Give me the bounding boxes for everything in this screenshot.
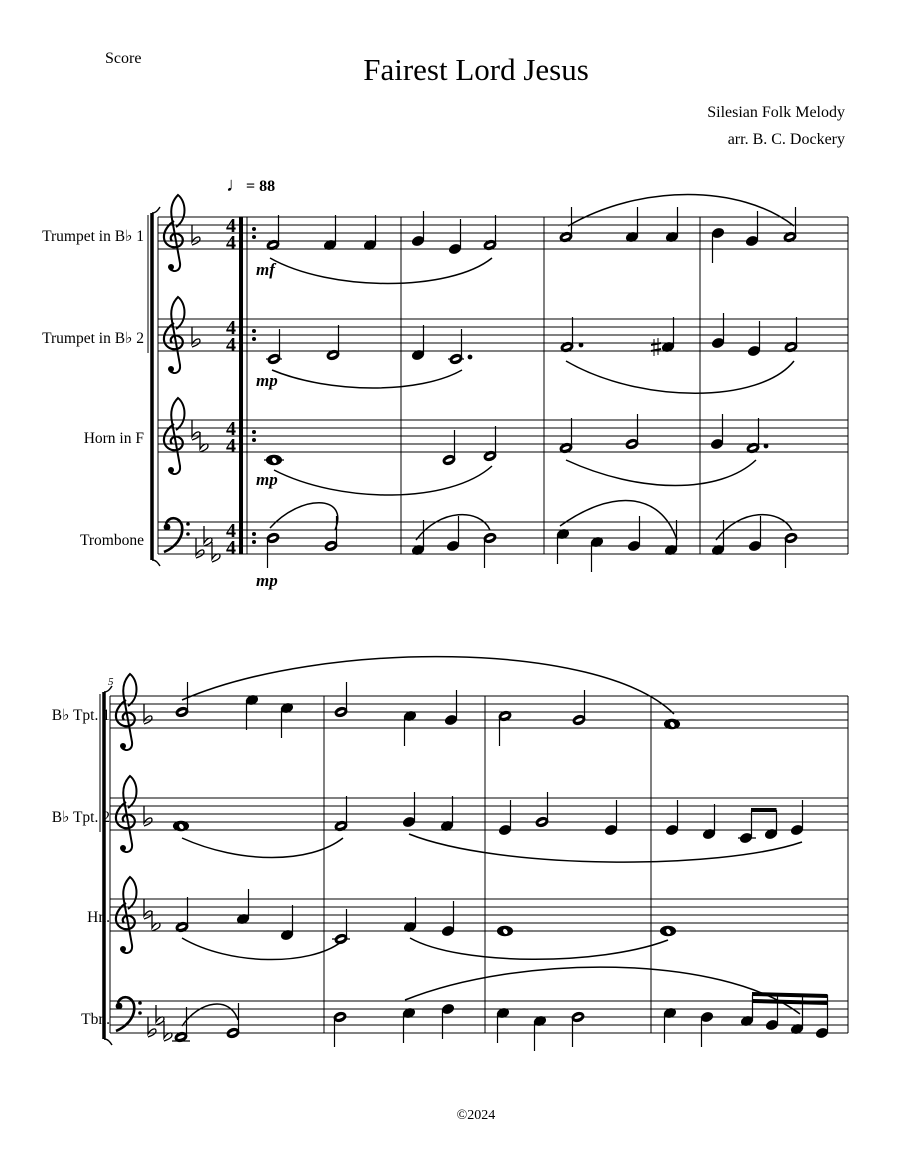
tempo-value: = 88: [246, 178, 276, 195]
instrument-label-trombone: Trombone: [79, 532, 144, 549]
svg-text:4: 4: [226, 435, 236, 457]
svg-text:4: 4: [226, 418, 236, 440]
svg-text:4: 4: [226, 317, 236, 339]
instrument-label-trumpet-1: Trumpet in B♭ 1: [42, 228, 144, 245]
instrument-label-horn-short: Hn.: [87, 909, 110, 926]
svg-text:4: 4: [226, 537, 236, 559]
system-2: [100, 657, 848, 1051]
arranger-credit: arr. B. C. Dockery: [727, 131, 845, 148]
copyright-footer: ©2024: [456, 1108, 496, 1123]
system-1: [148, 195, 848, 591]
score-label: Score: [105, 50, 142, 67]
measure-number: 5: [108, 676, 114, 688]
svg-text:4: 4: [226, 334, 236, 356]
instrument-label-horn: Horn in F: [83, 430, 144, 447]
sharp-icon: [651, 338, 661, 356]
svg-text:4: 4: [226, 232, 236, 254]
dynamic-mf: mf: [256, 260, 275, 279]
composer-credit: Silesian Folk Melody: [707, 104, 845, 121]
dynamic-mp-trombone: mp: [256, 571, 278, 590]
page-title: Fairest Lord Jesus: [363, 52, 589, 87]
svg-text:4: 4: [226, 520, 236, 542]
svg-text:4: 4: [226, 215, 236, 237]
instrument-label-trumpet-2-short: B♭ Tpt. 2: [51, 809, 110, 826]
quarter-note-icon: ♩: [226, 174, 246, 196]
dynamic-mp-horn: mp: [256, 470, 278, 489]
instrument-label-trumpet-2: Trumpet in B♭ 2: [42, 330, 144, 347]
dynamic-mp-trumpet-2: mp: [256, 371, 278, 390]
instrument-label-trombone-short: Tbn.: [81, 1011, 110, 1028]
instrument-label-trumpet-1-short: B♭ Tpt. 1: [51, 707, 110, 724]
